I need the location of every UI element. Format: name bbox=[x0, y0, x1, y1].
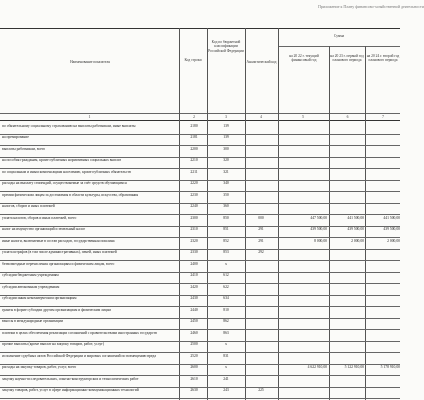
header-bottom-border bbox=[0, 113, 400, 114]
row-bcc: 243 bbox=[223, 388, 229, 392]
row-code: 2520 bbox=[190, 353, 198, 358]
row-name: закупку научно-исследовательских, опытно-конструкторских и технологических работ bbox=[2, 376, 139, 381]
row-code: 2430 bbox=[190, 296, 198, 300]
row-code: 2460 bbox=[190, 330, 198, 335]
col-header-year1: на 20 22 г. текущий финансовый год bbox=[289, 54, 319, 63]
row-analytic-code: 292 bbox=[258, 250, 264, 254]
row-bcc: х bbox=[225, 261, 227, 266]
row-bcc: 340 bbox=[223, 181, 229, 185]
row-amount-year3: 2 000,00 bbox=[387, 238, 400, 243]
column-number: 7 bbox=[382, 115, 384, 119]
row-code: 2420 bbox=[190, 284, 198, 289]
row-bcc: 612 bbox=[223, 273, 229, 277]
row-name: уплата штрафов (в том числе административных), пеней, иных платежей bbox=[2, 250, 117, 254]
row-amount-year1: 4 622 910,00 bbox=[307, 365, 327, 369]
col-header-bcc: Код по бюджетной классификации Российской Федерации bbox=[208, 40, 244, 53]
row-amount-year3: 441 500,00 bbox=[383, 215, 400, 220]
row-code: 2500 bbox=[190, 342, 198, 346]
row-amount-year2: 439 500,00 bbox=[347, 227, 364, 231]
table-row bbox=[0, 331, 400, 343]
table-row bbox=[0, 365, 400, 377]
row-bcc: х bbox=[225, 365, 227, 369]
col-header-name: Наименование показателя bbox=[70, 60, 110, 64]
row-amount-year2: 2 000,00 bbox=[351, 238, 364, 243]
row-code: 2440 bbox=[190, 307, 198, 312]
table-row bbox=[0, 296, 400, 308]
row-amount-year2: 5 122 910,00 bbox=[344, 365, 364, 369]
row-code: 2630 bbox=[190, 388, 198, 392]
row-analytic-code: 291 bbox=[258, 227, 264, 231]
row-code: 2181 bbox=[190, 135, 198, 139]
row-bcc: 360 bbox=[223, 204, 229, 208]
table-row bbox=[0, 135, 400, 147]
row-code: 2330 bbox=[190, 250, 198, 254]
row-code: 2600 bbox=[190, 365, 198, 369]
column-number: 1 bbox=[88, 115, 91, 119]
row-bcc: 850 bbox=[223, 215, 229, 220]
row-name: гранты в форме субсидии другим организациям и физическим лицам bbox=[2, 307, 111, 312]
row-name: субсидии бюджетным учреждениям bbox=[2, 273, 59, 277]
row-name: исполнение судебных актов Российской Федерации и мировых соглашений по возмещению вреда bbox=[2, 353, 156, 358]
table-row bbox=[0, 262, 400, 274]
table-row bbox=[0, 377, 400, 389]
row-amount-year1: 447 500,00 bbox=[310, 215, 327, 220]
colnum-bottom-border bbox=[0, 120, 400, 121]
row-code: 2220 bbox=[190, 181, 198, 185]
table-row bbox=[0, 239, 400, 251]
table-row bbox=[0, 342, 400, 354]
row-name: субсидии автономным учреждениям bbox=[2, 284, 60, 289]
row-name: выплаты работникам, всего bbox=[2, 146, 46, 151]
row-bcc: 241 bbox=[223, 376, 229, 381]
row-name: премии физическим лицам за достижения в области культуры, искусства, образования bbox=[2, 192, 139, 197]
row-code: 2200 bbox=[190, 146, 198, 151]
row-code: 2400 bbox=[190, 261, 198, 266]
column-number: 6 bbox=[346, 115, 349, 119]
row-analytic-code: 225 bbox=[258, 388, 264, 392]
table-row bbox=[0, 147, 400, 159]
row-bcc: 139 bbox=[223, 123, 229, 128]
row-bcc: 622 bbox=[223, 284, 229, 289]
row-bcc: 863 bbox=[223, 330, 229, 335]
row-name: прочие выплаты (кроме выплат на закупку товаров, работ, услуг) bbox=[2, 342, 105, 346]
row-name: расходы на выплату стипендий, осуществляемые за счёт средств обучающимся bbox=[2, 181, 127, 185]
row-bcc: 139 bbox=[223, 135, 229, 139]
row-code: 2240 bbox=[190, 204, 198, 208]
row-bcc: 320 bbox=[223, 158, 229, 162]
col-header-year2: на 20 23 г. первый год планового периода bbox=[330, 54, 364, 63]
row-bcc: 851 bbox=[223, 227, 229, 231]
row-code: 2320 bbox=[190, 238, 198, 243]
row-name: налогов, сборов и иных платежей bbox=[2, 204, 55, 208]
row-name: субсидии иным некоммерческим организациям bbox=[2, 296, 77, 300]
column-number: 3 bbox=[225, 115, 227, 119]
row-bcc: 831 bbox=[223, 353, 229, 358]
row-code: 2610 bbox=[190, 376, 198, 381]
row-bcc: 852 bbox=[223, 238, 229, 243]
row-name: иные налоги, включаемые в состав расходов, государственная пошлина bbox=[2, 238, 115, 243]
row-code: 2230 bbox=[190, 192, 198, 197]
column-number: 4 bbox=[260, 115, 262, 119]
column-number: 2 bbox=[193, 115, 195, 119]
row-bcc: 321 bbox=[223, 169, 229, 174]
row-name: налог на имущество организаций и земельный налог bbox=[2, 227, 86, 231]
column-number: 5 bbox=[302, 115, 304, 119]
row-amount-year2: 441 500,00 bbox=[347, 215, 364, 220]
header-note: Приложение к Плану финансово-хозяйственной деятельности bbox=[318, 4, 424, 9]
table-row bbox=[0, 319, 400, 331]
row-bcc: 810 bbox=[223, 307, 229, 312]
table-row bbox=[0, 308, 400, 320]
row-amount-year1: 439 500,00 bbox=[310, 227, 327, 231]
table-top-border bbox=[0, 28, 400, 29]
table-row bbox=[0, 216, 400, 228]
table-row bbox=[0, 388, 400, 400]
row-code: 2410 bbox=[190, 273, 198, 277]
table-row bbox=[0, 124, 400, 136]
row-bcc: х bbox=[225, 342, 227, 346]
row-bcc: 853 bbox=[223, 250, 229, 254]
row-name: расходы на закупку товаров, работ, услуг, всего bbox=[2, 365, 77, 369]
table-row bbox=[0, 285, 400, 297]
table-row bbox=[0, 158, 400, 170]
row-analytic-code: 291 bbox=[258, 238, 264, 243]
row-amount-year3: 439 500,00 bbox=[383, 227, 400, 231]
row-code: 2211 bbox=[190, 169, 198, 174]
col-header-amounts: Сумма bbox=[333, 34, 345, 38]
table-row bbox=[0, 170, 400, 182]
amounts-title-border bbox=[278, 46, 400, 47]
table-row bbox=[0, 227, 400, 239]
table-row bbox=[0, 273, 400, 285]
table-row bbox=[0, 250, 400, 262]
row-bcc: 350 bbox=[223, 192, 229, 197]
row-name: по социальным и иным компенсациям населению, кроме публичных обязательств bbox=[2, 169, 131, 174]
row-name: на премирование bbox=[2, 135, 29, 139]
row-analytic-code: 000 bbox=[258, 215, 264, 220]
col-header-year3: на 20 24 г. второй год планового периода bbox=[366, 54, 400, 63]
row-name: уплата налогов, сборов и иных платежей, всего bbox=[2, 215, 77, 220]
col-header-analytic: Аналитический код bbox=[246, 60, 277, 64]
row-name: безвозмездные перечисления организациям и физическим лицам, всего bbox=[2, 261, 115, 266]
row-name: платежи в целях обеспечения реализации соглашений с правительствами иностранных государств bbox=[2, 330, 157, 335]
row-code: 2210 bbox=[190, 158, 198, 162]
row-code: 2180 bbox=[190, 123, 198, 128]
row-bcc: 634 bbox=[223, 296, 229, 300]
row-name: закупку товаров, работ, услуг в сфере информационно-коммуникационных технологий bbox=[2, 388, 139, 392]
table-row bbox=[0, 193, 400, 205]
row-bcc: 300 bbox=[223, 146, 229, 151]
row-name: на пособия гражданам, кроме публичных нормативных социальных выплат bbox=[2, 158, 121, 162]
row-code: 2300 bbox=[190, 215, 198, 220]
row-name: взносы в международные организации bbox=[2, 319, 63, 323]
table-row bbox=[0, 204, 400, 216]
row-bcc: 862 bbox=[223, 319, 229, 323]
row-amount-year1: 8 000,00 bbox=[314, 238, 327, 243]
table-row bbox=[0, 181, 400, 193]
col-header-code: Код строки bbox=[184, 58, 202, 62]
row-name: по обязательному социальному страхованию на выплаты работникам, иные выплаты bbox=[2, 123, 136, 128]
row-code: 2450 bbox=[190, 319, 198, 323]
row-amount-year3: 5 178 910,00 bbox=[380, 365, 400, 369]
row-code: 2310 bbox=[190, 227, 198, 231]
table-row bbox=[0, 354, 400, 366]
